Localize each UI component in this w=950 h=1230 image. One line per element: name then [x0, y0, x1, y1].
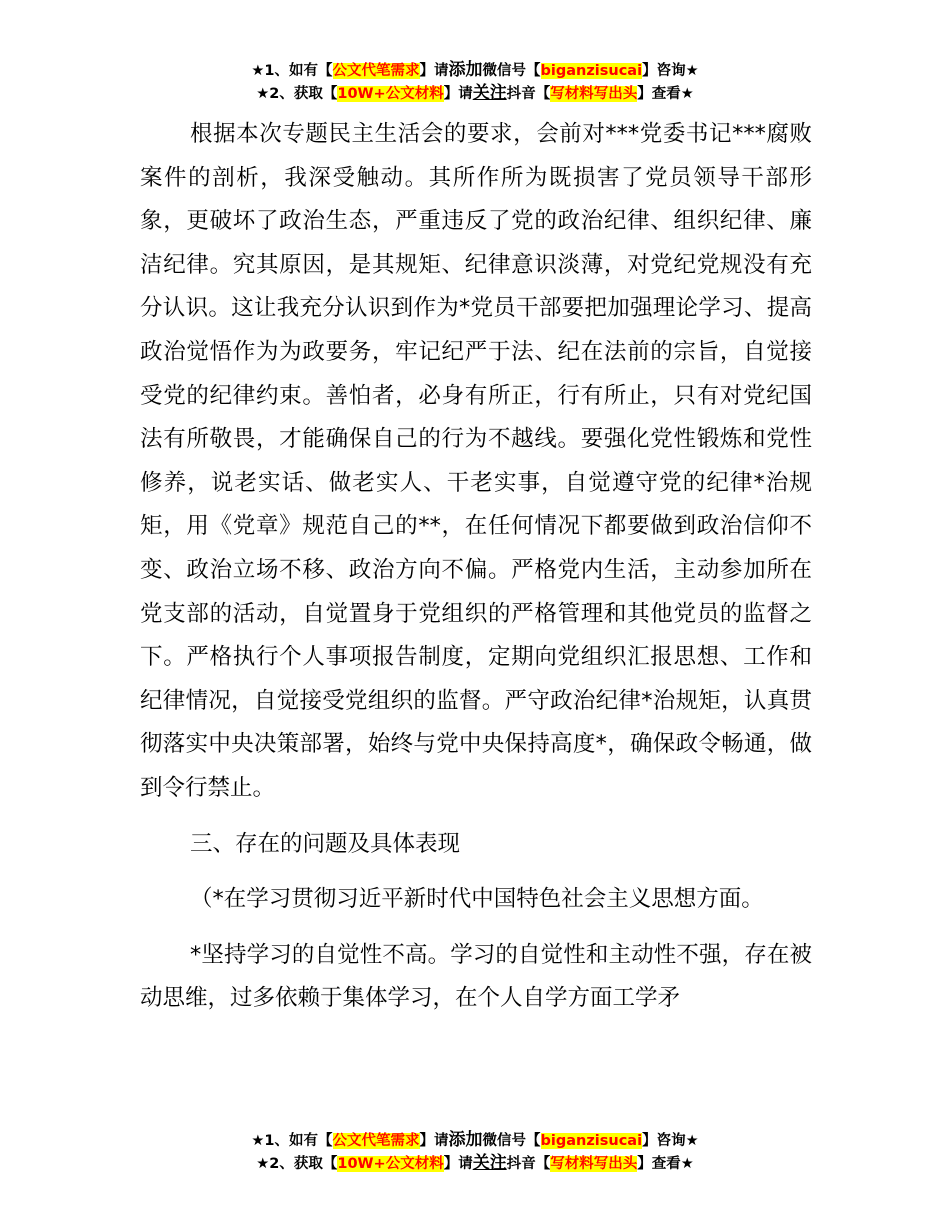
highlight-douyin: 写材料写出头: [550, 1156, 638, 1172]
highlight-materials: 10W+公文材料: [337, 86, 444, 102]
star-icon: ★: [685, 63, 699, 79]
star-icon: ★: [680, 1156, 694, 1172]
star-icon: ★: [256, 86, 270, 102]
highlight-douyin: 写材料写出头: [550, 86, 638, 102]
banner-line-1: [0, 59, 950, 82]
banner-text: 微信号【: [482, 1133, 541, 1149]
banner-text: 】请: [443, 86, 473, 102]
star-icon: ★: [685, 1133, 699, 1149]
banner-text: 】查看: [637, 86, 681, 102]
star-icon: ★: [251, 63, 265, 79]
banner-text: 微信号【: [482, 63, 541, 79]
header-banner: [0, 59, 950, 105]
banner-emphasis: 关注: [472, 1153, 507, 1173]
banner-line-2: [0, 82, 950, 105]
highlight-wechat-id: biganzisucai: [540, 1133, 643, 1149]
star-icon: ★: [251, 1133, 265, 1149]
paragraph-2: （*在学习贯彻习近平新时代中国特色社会主义思想方面。: [190, 886, 764, 913]
document-body: [140, 113, 812, 1021]
banner-emphasis: 添加: [448, 60, 483, 80]
banner-text: 抖音【: [506, 86, 551, 102]
banner-emphasis: 关注: [472, 83, 507, 103]
banner-text: 】请: [443, 1156, 473, 1172]
paragraph-1: 根据本次专题民主生活会的要求，会前对***党委书记***腐败案件的剖析，我深受触动。其所作所为既损害了党员领导干部形象，更破坏了政治生态，严重违反了党的政治纪律、组织纪律、廉洁纪律。究其原因，是其规矩、纪律意识淡薄，对党纪党规没有充分认识。这让我充分认识到作为*党员干部要把加强理论学习、提高政治觉悟作为为政要务，牢记纪严于法、纪在法前的宗旨，自觉接受党的纪律约束。善怕者，必身有所正，行有所止，只有对党纪国法有所敬畏，才能确保自己的行为不越线。要强化党性锻炼和党性修养，说老实话、做老实人、干老实事，自觉遵守党的纪律*治规矩，用《党章》规范自己的**，在任何情况下都要做到政治信仰不变、政治立场不移、政治方向不偏。严格党内生活，主动参加所在党支部的活动，自觉置身于党组织的严格管理和其他党员的监督之下。严格执行个人事项报告制度，定期向党组织汇报思想、工作和纪律情况，自觉接受党组织的监督。严守政治纪律*治规矩，认真贯彻落实中央决策部署，始终与党中央保持高度*，确保政令畅通，做到令行禁止。: [140, 121, 812, 801]
banner-emphasis: 添加: [448, 1130, 483, 1150]
banner-text: 1、如有【: [264, 63, 333, 79]
highlight-wechat-id: biganzisucai: [540, 63, 643, 79]
banner-text: 】查看: [637, 1156, 681, 1172]
banner-text: 2、获取【: [269, 1156, 338, 1172]
banner-text: 1、如有【: [264, 1133, 333, 1149]
highlight-service: 公文代笔需求: [332, 63, 420, 79]
banner-line-1: [0, 1129, 950, 1152]
banner-line-2: [0, 1152, 950, 1175]
banner-text: 】请: [419, 1133, 449, 1149]
highlight-service: 公文代笔需求: [332, 1133, 420, 1149]
paragraph-3: *坚持学习的自觉性不高。学习的自觉性和主动性不强，存在被动思维，过多依赖于集体学习，在个人自学方面工学矛: [140, 941, 812, 1012]
banner-text: 抖音【: [506, 1156, 551, 1172]
footer-banner: [0, 1129, 950, 1175]
banner-text: 】咨询: [642, 1133, 686, 1149]
section-heading: 三、存在的问题及具体表现: [190, 830, 461, 857]
banner-text: 】请: [419, 63, 449, 79]
highlight-materials: 10W+公文材料: [337, 1156, 444, 1172]
banner-text: 】咨询: [642, 63, 686, 79]
star-icon: ★: [680, 86, 694, 102]
star-icon: ★: [256, 1156, 270, 1172]
banner-text: 2、获取【: [269, 86, 338, 102]
